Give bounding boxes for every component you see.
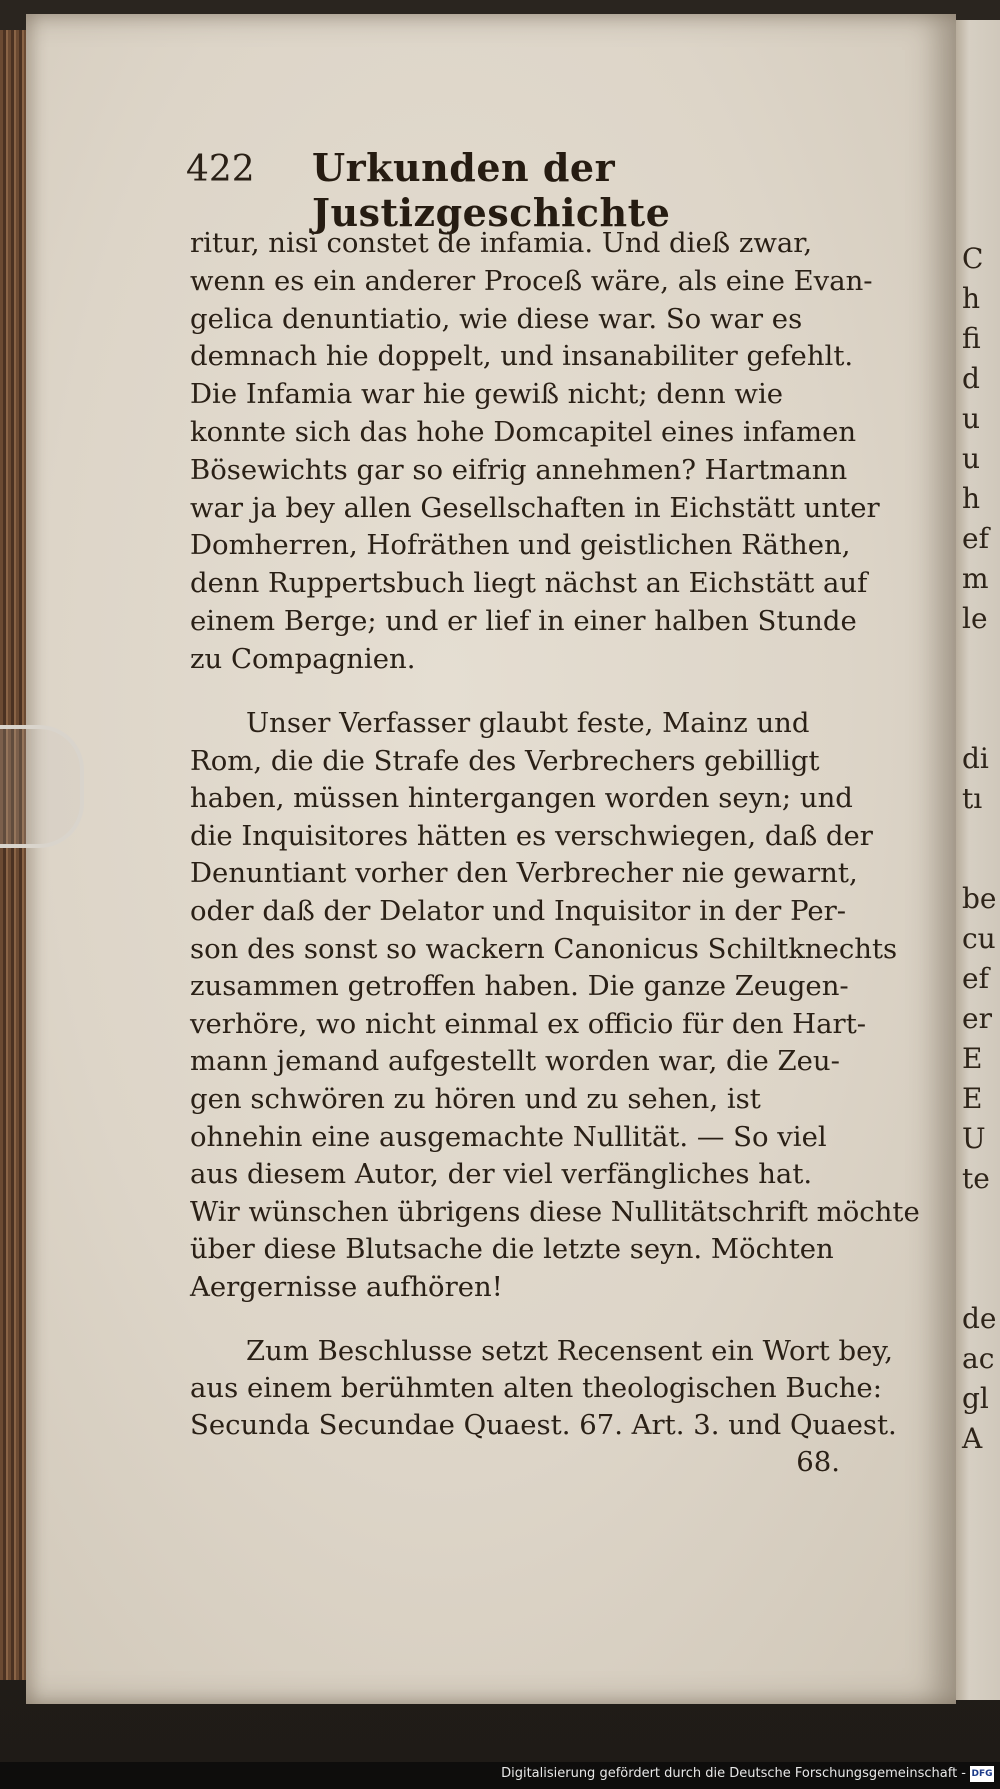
paragraph-1: [190, 225, 880, 679]
text-line: Denuntiant vorher den Verbrecher nie gewarnt,: [190, 857, 858, 890]
facing-page-fragment: te: [962, 1162, 990, 1195]
facing-page-fragment: m: [962, 562, 989, 595]
digitization-credit: Digitalisierung gefördert durch die Deutsche Forschungsgemeinschaft -: [501, 1766, 966, 1781]
text-line: haben, müssen hintergangen worden seyn; und: [190, 782, 853, 815]
text-line: über diese Blutsache die letzte seyn. Möchten: [190, 1233, 834, 1266]
text-line: Bösewichts gar so eifrig annehmen? Hartmann: [190, 453, 848, 486]
text-line: Secunda Secundae Quaest. 67. Art. 3. und Quaest.: [190, 1409, 897, 1441]
facing-page-fragment: fi: [962, 322, 981, 355]
text-line: denn Ruppertsbuch liegt nächst an Eichstätt auf: [190, 567, 868, 600]
text-line: die Inquisitores hätten es verschwiegen, daß der: [190, 819, 873, 852]
text-line: ohnehin eine ausgemachte Nullität. — So viel: [190, 1120, 827, 1153]
facing-page-fragment: ac: [962, 1342, 995, 1375]
text-line: aus einem berühmten alten theologischen Buche:: [190, 1372, 882, 1404]
facing-page-fragment: u: [962, 442, 981, 475]
facing-page-fragment: u: [962, 402, 981, 435]
text-line: gen schwören zu hören und zu sehen, ist: [190, 1082, 761, 1115]
facing-page-edge: [956, 20, 1000, 1700]
text-line: mann jemand aufgestellt worden war, die Zeu-: [190, 1045, 840, 1078]
facing-page-fragment: di: [962, 742, 989, 775]
facing-page-fragment: gl: [962, 1382, 989, 1415]
text-line: verhöre, wo nicht einmal ex officio für den Hart-: [190, 1007, 867, 1040]
text-line: konnte sich das hohe Domcapitel eines infamen: [190, 415, 857, 448]
facing-page-fragment: ef: [962, 962, 989, 995]
text-line: demnach hie doppelt, und insanabiliter gefehlt.: [190, 340, 854, 373]
facing-page-fragment: tı: [962, 782, 983, 815]
text-line: oder daß der Delator und Inquisitor in der Per-: [190, 894, 847, 927]
text-line: Unser Verfasser glaubt feste, Mainz und: [246, 707, 810, 739]
paragraph-2: [190, 705, 920, 1307]
facing-page-fragment: E: [962, 1082, 983, 1115]
text-line: einem Berge; und er lief in einer halben Stunde: [190, 604, 857, 637]
text-line: gelica denuntiatio, wie diese war. So war es: [190, 302, 803, 335]
text-line: son des sonst so wackern Canonicus Schiltknechts: [190, 932, 898, 965]
facing-page-fragment: be: [962, 882, 997, 915]
facing-page-fragment: h: [962, 282, 981, 315]
facing-page-fragment: U: [962, 1122, 986, 1155]
running-title: Urkunden der Justizgeschichte: [312, 145, 671, 235]
text-line: Aergernisse aufhören!: [190, 1270, 503, 1303]
facing-page-fragment: C: [962, 242, 984, 275]
facing-page-fragment: h: [962, 482, 981, 515]
text-line: Domherren, Hofräthen und geistlichen Räthen,: [190, 529, 851, 562]
page-number: 422: [186, 149, 255, 190]
text-line: Rom, die die Strafe des Verbrechers gebilligt: [190, 744, 820, 777]
facing-page-fragment: le: [962, 602, 988, 635]
facing-page-fragment: A: [962, 1422, 983, 1455]
facing-page-fragment: E: [962, 1042, 983, 1075]
facing-page-fragment: de: [962, 1302, 997, 1335]
facing-page-fragment: er: [962, 1002, 992, 1035]
text-line: ritur, nisi constet de infamia. Und dieß zwar,: [190, 227, 813, 259]
text-line: 68.: [796, 1446, 840, 1478]
text-line: zusammen getroffen haben. Die ganze Zeugen-: [190, 970, 849, 1003]
text-line: Wir wünschen übrigens diese Nullitätschrift möchte: [190, 1195, 920, 1228]
facing-page-fragment: d: [962, 362, 980, 395]
paragraph-3: [190, 1333, 897, 1481]
text-line: wenn es ein anderer Proceß wäre, als eine Evan-: [190, 264, 873, 297]
page-header: [186, 145, 776, 235]
facing-page-fragment: ef: [962, 522, 989, 555]
text-line: war ja bey allen Gesellschaften in Eichstätt unter: [190, 491, 880, 524]
page-clip: [0, 725, 84, 848]
text-line: zu Compagnien.: [190, 642, 416, 675]
text-line: Die Infamia war hie gewiß nicht; denn wie: [190, 378, 784, 411]
text-line: Zum Beschlusse setzt Recensent ein Wort bey,: [246, 1335, 893, 1367]
text-line: aus diesem Autor, der viel verfängliches hat.: [190, 1158, 813, 1191]
dfg-logo: DFG: [970, 1766, 994, 1782]
facing-page-fragment: cu: [962, 922, 996, 955]
